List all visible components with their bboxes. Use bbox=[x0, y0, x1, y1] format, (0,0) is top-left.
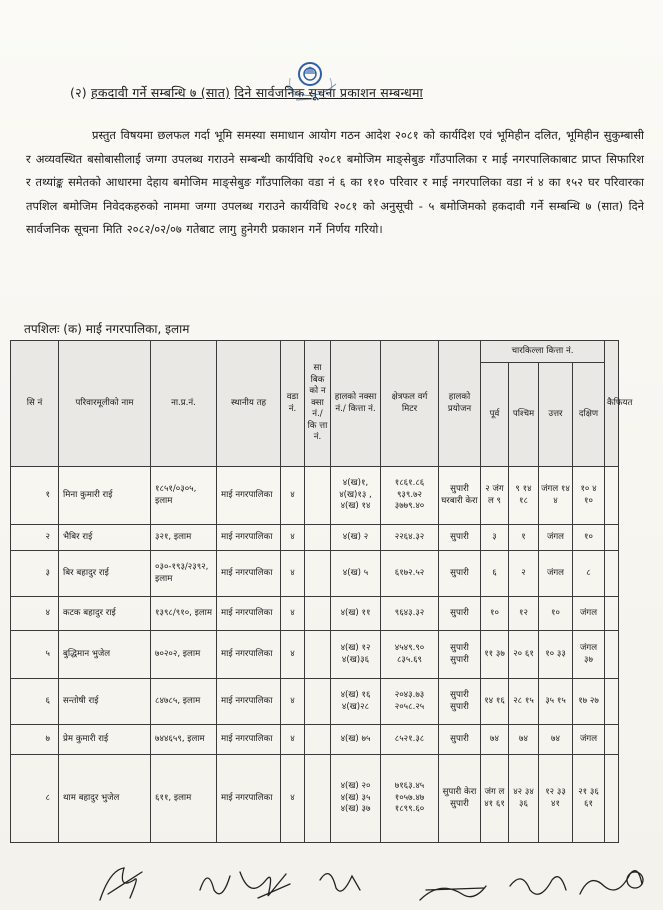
notice-heading bbox=[70, 84, 630, 101]
cell-current-map: ४(ख) ११ bbox=[331, 597, 381, 631]
cell-citizenship: १८५१/०३०५, इलाम bbox=[151, 467, 217, 525]
cell-ward: ४ bbox=[281, 631, 305, 679]
cell-north: ७४ bbox=[539, 725, 573, 755]
cell-west: २८ १५ bbox=[509, 679, 539, 725]
cell-old-map bbox=[305, 725, 331, 755]
cell-old-map bbox=[305, 467, 331, 525]
cell-area: ८५२१.३८ bbox=[381, 725, 439, 755]
cell-use: सुपारी bbox=[439, 525, 481, 551]
cell-east: १४ १६ bbox=[481, 679, 509, 725]
cell-south: जंगल ३७ bbox=[573, 631, 605, 679]
cell-citizenship: ८४७८५, इलाम bbox=[151, 679, 217, 725]
cell-use: सुपारी bbox=[439, 551, 481, 597]
cell-remarks bbox=[605, 551, 619, 597]
cell-south: १७ २७ bbox=[573, 679, 605, 725]
cell-use: सुपारी घरबारी केरा bbox=[439, 467, 481, 525]
cell-old-map bbox=[305, 631, 331, 679]
cell-area: ४५४९.९० ८३५.६९ bbox=[381, 631, 439, 679]
cell-name: कटक बहादुर राई bbox=[59, 597, 151, 631]
cell-west: ७४ bbox=[509, 725, 539, 755]
cell-west: २० ६१ bbox=[509, 631, 539, 679]
cell-west: २ bbox=[509, 551, 539, 597]
cell-current-map: ४(ख) १६ ४(ख)२८ bbox=[331, 679, 381, 725]
cell-east: जंग ल ४१ ६१ bbox=[481, 755, 509, 843]
header-boundary: चारकिल्ला कित्ता नं. bbox=[481, 341, 605, 363]
cell-west: ९ १४ १८ bbox=[509, 467, 539, 525]
table-row bbox=[11, 551, 619, 597]
cell-address: माई नगरपालिका bbox=[217, 679, 281, 725]
cell-citizenship: ०३०-१९३/२३९२, इलाम bbox=[151, 551, 217, 597]
cell-area: १८६१.८६ ९३९.७२ ३७७९.४० bbox=[381, 467, 439, 525]
cell-east: ७४ bbox=[481, 725, 509, 755]
cell-use: सुपारी केरा सुपारी bbox=[439, 755, 481, 843]
cell-sn: २ bbox=[11, 525, 59, 551]
cell-sn: १ bbox=[11, 467, 59, 525]
table-row bbox=[11, 597, 619, 631]
cell-north: १२ ३३ ४१ bbox=[539, 755, 573, 843]
cell-south: ८ bbox=[573, 551, 605, 597]
cell-remarks bbox=[605, 631, 619, 679]
cell-citizenship: ६११, इलाम bbox=[151, 755, 217, 843]
cell-sn: ५ bbox=[11, 631, 59, 679]
cell-north: ३५ १५ bbox=[539, 679, 573, 725]
cell-south: २१ ३६ ६१ bbox=[573, 755, 605, 843]
cell-current-map: ४(ख) १२ ४(ख)३६ bbox=[331, 631, 381, 679]
header-citizenship: ना.प्र.नं. bbox=[151, 341, 217, 467]
cell-north: १० bbox=[539, 597, 573, 631]
cell-remarks bbox=[605, 597, 619, 631]
cell-current-map: ४(ख)१, ४(ख)१३ , ४(ख) १४ bbox=[331, 467, 381, 525]
header-south: दक्षिण bbox=[573, 363, 605, 467]
cell-east: १० bbox=[481, 597, 509, 631]
cell-address: माई नगरपालिका bbox=[217, 551, 281, 597]
header-current-map: हालको नक्सा नं./ कित्ता नं. bbox=[331, 341, 381, 467]
cell-address: माई नगरपालिका bbox=[217, 467, 281, 525]
cell-old-map bbox=[305, 679, 331, 725]
cell-remarks bbox=[605, 725, 619, 755]
header-name: परिवारमूलीको नाम bbox=[59, 341, 151, 467]
cell-use: सुपारी bbox=[439, 725, 481, 755]
heading-number: (२) bbox=[70, 85, 87, 100]
cell-sn: ३ bbox=[11, 551, 59, 597]
cell-sn: ६ bbox=[11, 679, 59, 725]
table-row bbox=[11, 525, 619, 551]
cell-west: १२ bbox=[509, 597, 539, 631]
cell-sn: ७ bbox=[11, 725, 59, 755]
cell-south: १० bbox=[573, 525, 605, 551]
cell-ward: ४ bbox=[281, 679, 305, 725]
header-north: उत्तर bbox=[539, 363, 573, 467]
cell-north: जंगल bbox=[539, 551, 573, 597]
header-address: स्थानीय तह bbox=[217, 341, 281, 467]
cell-area: ६१७२.५२ bbox=[381, 551, 439, 597]
header-area: क्षेत्रफल वर्ग मिटर bbox=[381, 341, 439, 467]
cell-current-map: ४(ख) ७५ bbox=[331, 725, 381, 755]
cell-name: मिना कुमारी राई bbox=[59, 467, 151, 525]
cell-north: १० ३३ bbox=[539, 631, 573, 679]
cell-remarks bbox=[605, 467, 619, 525]
cell-current-map: ४(ख) ५ bbox=[331, 551, 381, 597]
cell-south: जंगल bbox=[573, 597, 605, 631]
table-row bbox=[11, 755, 619, 843]
cell-west: ४२ ३४ ३६ bbox=[509, 755, 539, 843]
cell-address: माई नगरपालिका bbox=[217, 597, 281, 631]
details-label: तपशिलः (क) माई नगरपालिका, इलाम bbox=[24, 322, 190, 336]
header-old-map: सा बिक को न क्सा नं./ कि त्ता नं. bbox=[305, 341, 331, 467]
cell-east: २ जंग ल ९ bbox=[481, 467, 509, 525]
cell-old-map bbox=[305, 597, 331, 631]
cell-east: ६ bbox=[481, 551, 509, 597]
cell-citizenship: ७०२०२, इलाम bbox=[151, 631, 217, 679]
heading-text-part1: हकदावी गर्ने सम्बन्धि ७ (सात) bbox=[91, 85, 231, 100]
beneficiary-table bbox=[10, 340, 633, 843]
cell-use: सुपारी सुपारी bbox=[439, 679, 481, 725]
cell-address: माई नगरपालिका bbox=[217, 755, 281, 843]
cell-area: ९६४३.३२ bbox=[381, 597, 439, 631]
cell-east: ३ bbox=[481, 525, 509, 551]
cell-name: प्रेम कुमारी राई bbox=[59, 725, 151, 755]
cell-south: जंगल bbox=[573, 725, 605, 755]
cell-current-map: ४(ख) २० ४(ख) ३५ ४(ख) ३७ bbox=[331, 755, 381, 843]
cell-citizenship: १३९८/९१०, इलाम bbox=[151, 597, 217, 631]
header-use: हालको प्रयोजन bbox=[439, 341, 481, 467]
cell-address: माई नगरपालिका bbox=[217, 525, 281, 551]
cell-address: माई नगरपालिका bbox=[217, 725, 281, 755]
cell-remarks bbox=[605, 679, 619, 725]
cell-name: सन्तोषी राई bbox=[59, 679, 151, 725]
cell-name: बिर बहादुर राई bbox=[59, 551, 151, 597]
header-remarks: कैफियत bbox=[605, 341, 619, 467]
header-west: पश्चिम bbox=[509, 363, 539, 467]
table-row bbox=[11, 679, 619, 725]
cell-area: २२६४.३२ bbox=[381, 525, 439, 551]
cell-use: सुपारी सुपारी bbox=[439, 631, 481, 679]
signatures bbox=[90, 850, 650, 910]
cell-citizenship: ७४४६५९, इलाम bbox=[151, 725, 217, 755]
heading-text-part2: दिने सार्वजनिक सूचना प्रकाशन सम्बन्धमा bbox=[234, 85, 423, 100]
cell-address: माई नगरपालिका bbox=[217, 631, 281, 679]
cell-north: जंगल १४ ४ bbox=[539, 467, 573, 525]
cell-old-map bbox=[305, 525, 331, 551]
cell-use: सुपारी bbox=[439, 597, 481, 631]
handwritten-signatures-icon bbox=[90, 850, 650, 910]
cell-name: भैबिर राई bbox=[59, 525, 151, 551]
cell-citizenship: ३२१, इलाम bbox=[151, 525, 217, 551]
cell-area: ७१६३.४५ १०५७.४७ १८९९.६० bbox=[381, 755, 439, 843]
table-row bbox=[11, 467, 619, 525]
cell-north: जंगल bbox=[539, 525, 573, 551]
header-east: पूर्व bbox=[481, 363, 509, 467]
cell-ward: ४ bbox=[281, 525, 305, 551]
cell-current-map: ४(ख) २ bbox=[331, 525, 381, 551]
cell-ward: ४ bbox=[281, 725, 305, 755]
cell-ward: ४ bbox=[281, 755, 305, 843]
cell-south: १० ४ १० bbox=[573, 467, 605, 525]
cell-name: थाम बहादुर भुजेल bbox=[59, 755, 151, 843]
cell-sn: ८ bbox=[11, 755, 59, 843]
cell-east: ११ ३७ bbox=[481, 631, 509, 679]
decision-paragraph: प्रस्तुत विषयमा छलफल गर्दा भूमि समस्या समाधान आयोग गठन आदेश २०८१ को कार्यदिश एवं भूमिहीन दलित, भूमिहीन सुकुम्बासी र अव्यवस्थित बसोबासीलाई जग्गा उपलब्ध गराउने सम्बन्धी कार्यविधि २०८१ बमोजिम माङ्सेबुङ गाँउपालिका र माई नगरपालिकाबाट प्राप्त सिफारिश र तथ्यांङ्क समेतको आधारमा देहाय बमोजिम माङ्सेबुङ गाँउपालिका वडा नं ६ का ११० परिवार र माई नगरपालिका वडा नं ४ का १५२ घर परिवारका तपशिल बमोजिम निवेदकहरुको नाममा जग्गा उपलब्ध गराउने कार्यविधि २०८१ को अनुसूची - ५ बमोजिमको हकदावी गर्ने सम्बन्धि ७ (सात) दिने सार्वजनिक सूचना मिति २०८२/०२/०७ गतेबाट लागु हुनेगरी प्रकाशन गर्ने निर्णय गरियो। bbox=[26, 128, 644, 236]
cell-old-map bbox=[305, 755, 331, 843]
header-sn: सि नं bbox=[11, 341, 59, 467]
cell-ward: ४ bbox=[281, 551, 305, 597]
cell-remarks bbox=[605, 525, 619, 551]
cell-old-map bbox=[305, 551, 331, 597]
header-ward: वडा नं. bbox=[281, 341, 305, 467]
cell-name: बुद्धिमान भुजेल bbox=[59, 631, 151, 679]
cell-ward: ४ bbox=[281, 467, 305, 525]
cell-ward: ४ bbox=[281, 597, 305, 631]
table-row bbox=[11, 631, 619, 679]
cell-west: १ bbox=[509, 525, 539, 551]
cell-remarks bbox=[605, 755, 619, 843]
table-row bbox=[11, 725, 619, 755]
cell-area: २०४३.७३ २०५८.२५ bbox=[381, 679, 439, 725]
cell-sn: ४ bbox=[11, 597, 59, 631]
